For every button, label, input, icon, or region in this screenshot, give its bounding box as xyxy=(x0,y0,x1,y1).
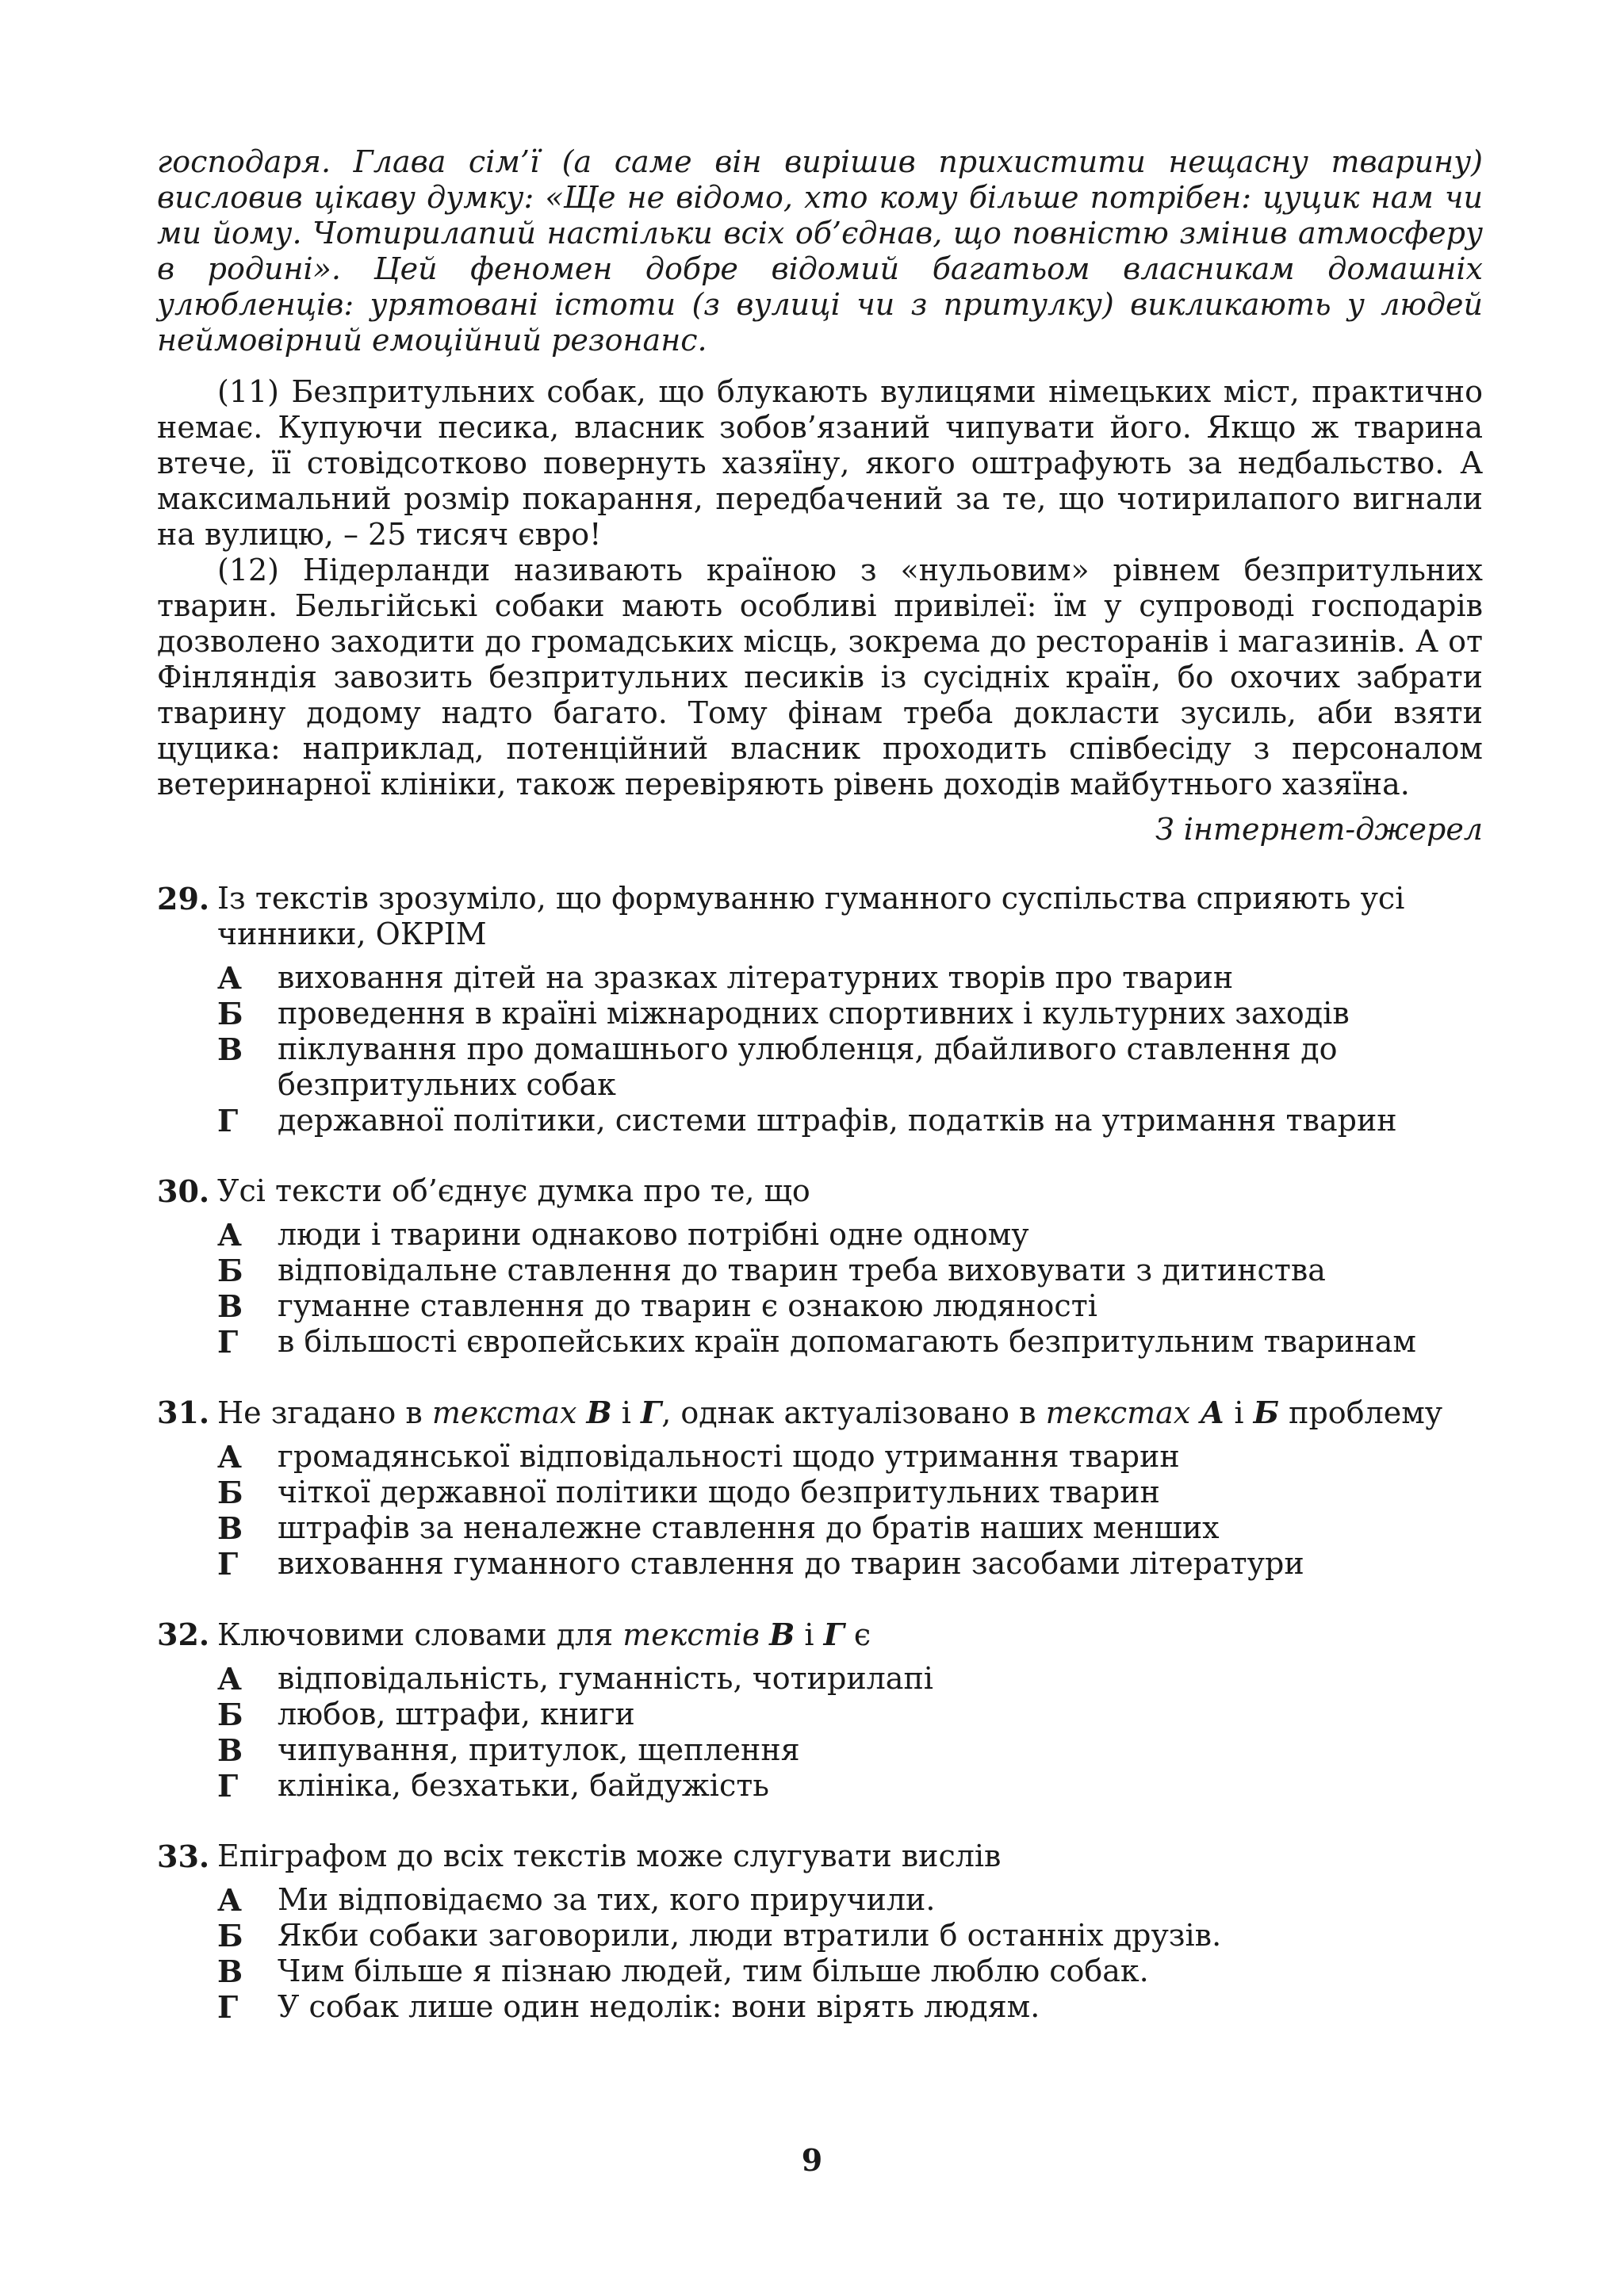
option-letter: Г xyxy=(217,1324,239,1360)
option-text: чіткої державної політики щодо безпритульних тварин xyxy=(278,1475,1160,1510)
option-letter: Б xyxy=(217,1253,243,1288)
question-number: 33. xyxy=(157,1839,210,1874)
option-text: Ми відповідаємо за тих, кого приручили. xyxy=(278,1882,936,1917)
option[interactable] xyxy=(157,1288,1483,1324)
option-text: відповідальність, гуманність, чотирилапі xyxy=(278,1661,933,1696)
option-text: Чим більше я пізнаю людей, тим більше люблю собак. xyxy=(278,1954,1149,1988)
question-33 xyxy=(157,1839,1483,2025)
option[interactable] xyxy=(157,1546,1483,1582)
option-letter: А xyxy=(217,1217,242,1253)
option-letter: Б xyxy=(217,996,243,1031)
options-list xyxy=(157,960,1483,1138)
question-number: 31. xyxy=(157,1395,210,1430)
question-stem: Ключовими словами для текстів В і Г є xyxy=(217,1617,871,1652)
options-list xyxy=(157,1439,1483,1582)
question-number: 29. xyxy=(157,881,210,916)
option-letter: В xyxy=(217,1732,243,1768)
question-stem: Не згадано в текстах В і Г, однак актуалізовано в текстах А і Б проблему xyxy=(217,1395,1443,1430)
options-list xyxy=(157,1661,1483,1804)
paragraph-11: (11) Безпритульних собак, що блукають вулицями німецьких міст, практично немає. Купуючи песика, власник зобов’язаний чипувати його. Якщо ж тварина втече, її стовідсотково повернуть хазяїну, якого оштрафують за недбальство. А максимальний розмір покарання, передбачений за те, що чотирилапого вигнали на вулицю, – 25 тисяч євро! xyxy=(157,374,1483,552)
options-list xyxy=(157,1882,1483,2025)
option[interactable] xyxy=(157,1918,1483,1954)
option[interactable] xyxy=(157,1103,1483,1138)
page-number: 9 xyxy=(801,2142,823,2178)
option[interactable] xyxy=(157,1989,1483,2025)
option[interactable] xyxy=(157,996,1483,1031)
option-letter: А xyxy=(217,1439,242,1475)
option[interactable] xyxy=(157,1882,1483,1918)
question-stem: Усі тексти об’єднує думка про те, що xyxy=(217,1173,810,1208)
question-31 xyxy=(157,1395,1483,1582)
option[interactable] xyxy=(157,1661,1483,1697)
option-letter: В xyxy=(217,1031,243,1067)
option-text: У собак лише один недолік: вони вірять людям. xyxy=(278,1989,1040,2024)
option-text: гуманне ставлення до тварин є ознакою людяності xyxy=(278,1288,1097,1323)
option-text: штрафів за неналежне ставлення до братів наших менших xyxy=(278,1510,1220,1545)
option[interactable] xyxy=(157,1253,1483,1288)
option[interactable] xyxy=(157,1954,1483,1989)
option-text: проведення в країні міжнародних спортивних і культурних заходів xyxy=(278,996,1350,1031)
options-list xyxy=(157,1217,1483,1360)
option-letter: А xyxy=(217,1661,242,1697)
option-text: виховання гуманного ставлення до тварин засобами літератури xyxy=(278,1546,1304,1581)
option[interactable] xyxy=(157,1217,1483,1253)
question-number: 32. xyxy=(157,1617,210,1652)
option-letter: Г xyxy=(217,1546,239,1582)
question-30 xyxy=(157,1173,1483,1360)
option-letter: Б xyxy=(217,1475,243,1510)
option-letter: Г xyxy=(217,1768,239,1804)
option-letter: А xyxy=(217,960,242,996)
option-letter: Б xyxy=(217,1697,243,1732)
question-stem: Епіграфом до всіх текстів може слугувати вислів xyxy=(217,1839,1002,1873)
option-letter: Г xyxy=(217,1989,239,2025)
option-text: державної політики, системи штрафів, податків на утримання тварин xyxy=(278,1103,1397,1138)
option-text: піклування про домашнього улюбленця, дбайливого ставлення до безпритульних собак xyxy=(278,1031,1338,1102)
option-letter: Г xyxy=(217,1103,239,1138)
option-letter: А xyxy=(217,1882,242,1918)
option-text: клініка, безхатьки, байдужість xyxy=(278,1768,769,1803)
page-content xyxy=(157,144,1483,2060)
option[interactable] xyxy=(157,1439,1483,1475)
option-text: люди і тварини однаково потрібні одне одному xyxy=(278,1217,1029,1252)
option[interactable] xyxy=(157,1510,1483,1546)
source-attribution: З інтернет-джерел xyxy=(1155,812,1483,847)
option-letter: В xyxy=(217,1954,243,1989)
option[interactable] xyxy=(157,1768,1483,1804)
option-text: відповідальне ставлення до тварин треба виховувати з дитинства xyxy=(278,1253,1326,1288)
intro-italic-paragraph: господаря. Глава сім’ї (а саме він вирішив прихистити нещасну тварину) висловив цікаву думку: «Ще не відомо, хто кому більше потрібен: цуцик нам чи ми йому. Чотирилапий настільки всіх об’єднав, що повністю змінив атмосферу в родині». Цей феномен добре відомий багатьом власникам домашніх улюбленців: урятовані істоти (з вулиці чи з притулку) викликають у людей неймовірний емоційний резонанс. xyxy=(157,144,1483,358)
option[interactable] xyxy=(157,1732,1483,1768)
option-text: громадянської відповідальності щодо утримання тварин xyxy=(278,1439,1180,1474)
question-stem: Із текстів зрозуміло, що формуванню гуманного суспільства сприяють усі чинники, ОКРІМ xyxy=(217,881,1405,951)
option-text: виховання дітей на зразках літературних творів про тварин xyxy=(278,960,1234,995)
question-32 xyxy=(157,1617,1483,1804)
option[interactable] xyxy=(157,960,1483,996)
option-letter: В xyxy=(217,1288,243,1324)
option-text: в більшості європейських країн допомагають безпритульним тваринам xyxy=(278,1324,1416,1359)
option[interactable] xyxy=(157,1475,1483,1510)
option-text: Якби собаки заговорили, люди втратили б останніх друзів. xyxy=(278,1918,1222,1953)
question-number: 30. xyxy=(157,1173,210,1209)
option-text: чипування, притулок, щеплення xyxy=(278,1732,800,1767)
paragraph-12: (12) Нідерланди називають країною з «нульовим» рівнем безпритульних тварин. Бельгійські собаки мають особливі привілеї: їм у супроводі господарів дозволено заходити до громадських місць, зокрема до ресторанів і магазинів. А от Фінляндія завозить безпритульних песиків із сусідніх країн, бо охочих забрати тварину додому надто багато. Тому фінам треба докласти зусиль, аби взяти цуцика: наприклад, потенційний власник проходить співбесіду з персоналом ветеринарної клініки, також перевіряють рівень доходів майбутнього хазяїна. xyxy=(157,553,1483,802)
option-letter: Б xyxy=(217,1918,243,1954)
option-text: любов, штрафи, книги xyxy=(278,1697,635,1732)
option[interactable] xyxy=(157,1324,1483,1360)
option[interactable] xyxy=(157,1031,1483,1103)
question-29 xyxy=(157,881,1483,1138)
option[interactable] xyxy=(157,1697,1483,1732)
option-letter: В xyxy=(217,1510,243,1546)
